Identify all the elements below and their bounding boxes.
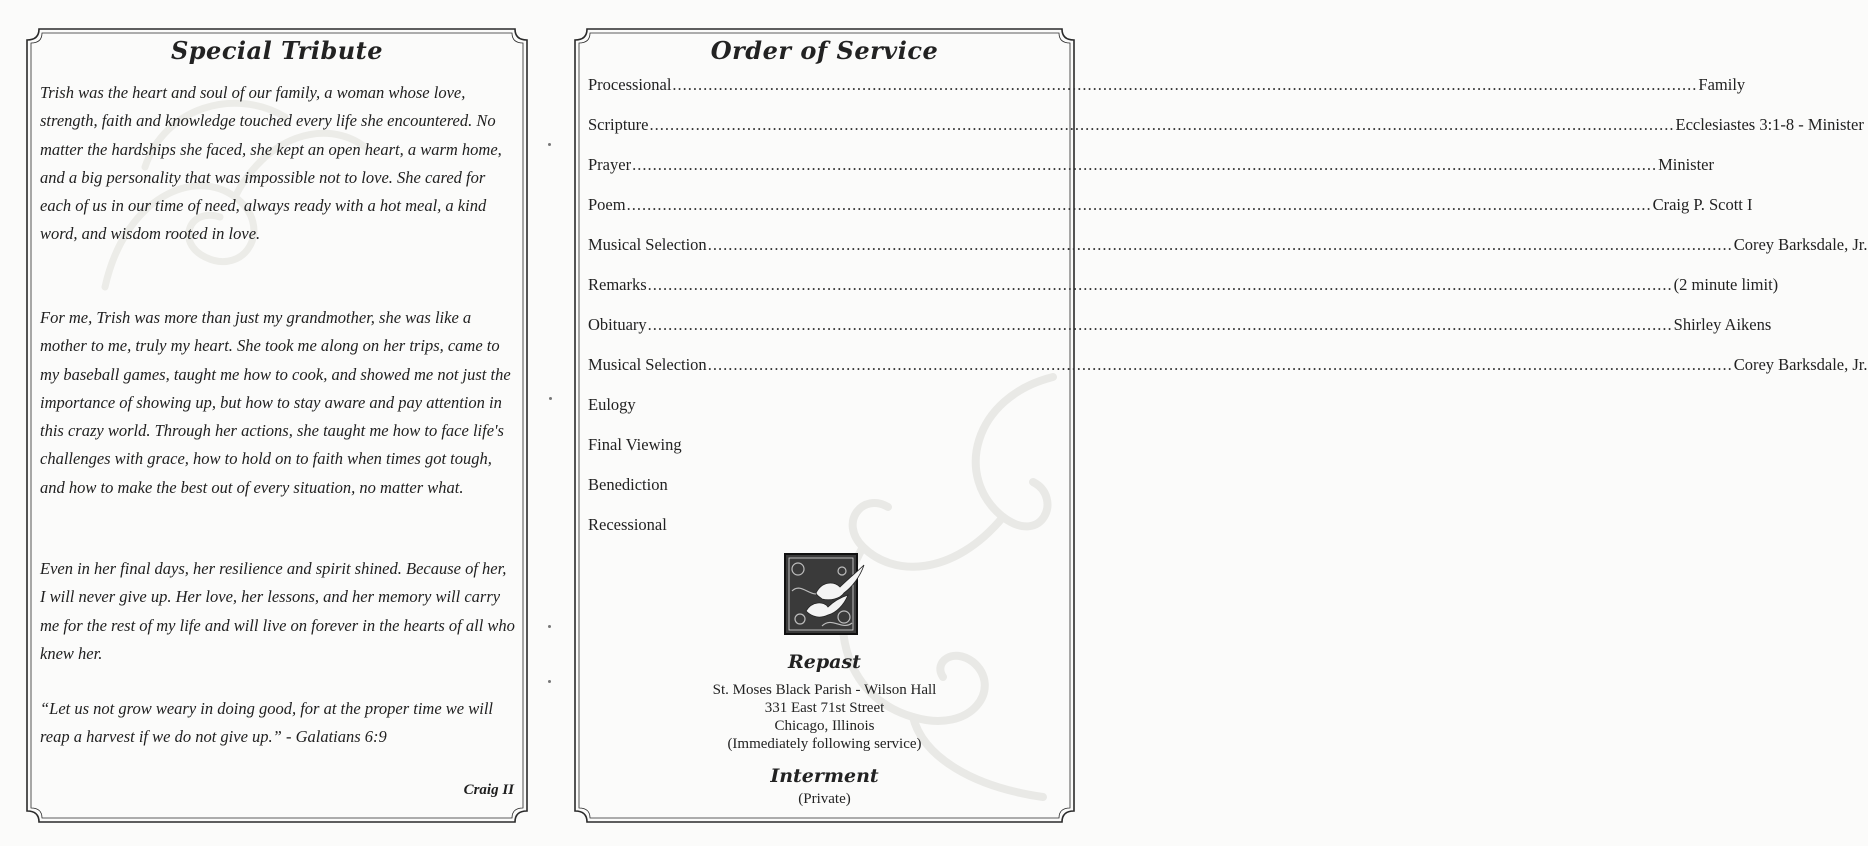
service-title: Order of Service <box>710 36 939 65</box>
dot-leader: ........................................................................................................................................................................................................ <box>626 195 1652 214</box>
service-item-name: Prayer <box>588 155 632 174</box>
interment-title: Interment <box>770 765 879 787</box>
tribute-paragraph-text: For me, Trish was more than just my grandmother, she was like a mother to me, truly my heart. She took me along on her trips, came to my baseball games, taught me how to cook, and showed me not just the importance of showing up, but how to stay aware and pay attention in this crazy world. Through her actions, she taught me how to face life's challenges with grace, how to hold on to faith when times got tough, and how to make the best out of every situation, no matter what. <box>40 308 511 497</box>
tribute-title: Special Tribute <box>170 36 384 65</box>
order-of-service-list <box>588 75 1868 555</box>
dot-leader: ........................................................................................................................................................................................................ <box>647 275 1673 294</box>
service-item <box>588 115 1864 155</box>
service-item-name: Scripture <box>588 115 649 134</box>
service-item-value: Craig P. Scott I <box>1652 195 1753 214</box>
dot-leader: ........................................................................................................................................................................................................ <box>707 355 1733 374</box>
service-item-name: Obituary <box>588 315 647 334</box>
interment-note: (Private) <box>798 791 851 807</box>
order-of-service-panel <box>573 27 1868 824</box>
tribute-paragraph-text: Even in her final days, her resilience and spirit shined. Because of her, I will never give up. Her love, her lessons, and her memory will carry me for the rest of my life and will live on forever in the hearts of all who knew her. <box>40 559 515 663</box>
tribute-signature: Craig II <box>463 782 514 798</box>
repast-title: Repast <box>788 651 861 673</box>
scan-speck <box>549 397 552 400</box>
service-item-name: Musical Selection <box>588 355 707 374</box>
service-item <box>588 315 1772 355</box>
dot-leader: ........................................................................................................................................................................................................ <box>647 315 1673 334</box>
service-item <box>588 75 1746 115</box>
service-item-name: Remarks <box>588 275 647 294</box>
service-item-value: Minister <box>1658 155 1714 174</box>
repast-timing: (Immediately following service) <box>727 736 922 752</box>
service-item-name: Eulogy <box>588 395 636 414</box>
service-item-name: Benediction <box>588 475 668 494</box>
service-item <box>588 435 1055 475</box>
service-item <box>588 515 1055 555</box>
scan-speck <box>548 143 551 146</box>
tribute-paragraph <box>40 79 515 249</box>
service-item-value: Corey Barksdale, Jr. <box>1733 355 1868 374</box>
tribute-paragraph <box>40 555 515 668</box>
service-item-value: Family <box>1698 75 1746 94</box>
service-item-value: Ecclesiastes 3:1-8 - Minister <box>1675 115 1864 134</box>
service-item-name: Processional <box>588 75 672 94</box>
tribute-paragraph <box>40 304 515 502</box>
repast-street: 331 East 71st Street <box>764 700 885 716</box>
service-item <box>588 395 1055 435</box>
dot-leader: ........................................................................................................................................................................................................ <box>707 235 1733 254</box>
doves-emblem-icon <box>782 551 866 637</box>
service-item-name: Final Viewing <box>588 435 682 454</box>
service-item-name: Poem <box>588 195 626 214</box>
service-item <box>588 195 1753 235</box>
service-item-value: (2 minute limit) <box>1673 275 1779 294</box>
service-item-name: Musical Selection <box>588 235 707 254</box>
service-item <box>588 475 1055 515</box>
special-tribute-panel <box>25 27 529 824</box>
service-item <box>588 355 1868 395</box>
repast-location: St. Moses Black Parish - Wilson Hall <box>712 682 937 698</box>
service-item-value: Corey Barksdale, Jr. <box>1733 235 1868 254</box>
scan-speck <box>548 680 551 683</box>
scan-speck <box>548 625 551 628</box>
scripture-quote <box>40 695 515 752</box>
service-item-value: Shirley Aikens <box>1673 315 1772 334</box>
repast-city: Chicago, Illinois <box>774 718 875 734</box>
service-item <box>588 235 1868 275</box>
service-item-name: Recessional <box>588 515 667 534</box>
service-item <box>588 155 1714 195</box>
tribute-paragraph-text: Trish was the heart and soul of our family, a woman whose love, strength, faith and knowledge touched every life she encountered. No matter the hardships she faced, she kept an open heart, a warm home, and a big personality that was impossible not to love. She cared for each of us in our time of need, always ready with a hot meal, a kind word, and wisdom rooted in love. <box>40 83 502 244</box>
dot-leader: ........................................................................................................................................................................................................ <box>632 155 1658 174</box>
service-item <box>588 275 1779 315</box>
dot-leader: ........................................................................................................................................................................................................ <box>649 115 1675 134</box>
dot-leader: ........................................................................................................................................................................................................ <box>672 75 1698 94</box>
scripture-quote-text: “Let us not grow weary in doing good, for at the proper time we will reap a harvest if we do not give up.” - Galatians 6:9 <box>40 699 493 747</box>
repast-details <box>573 681 1076 753</box>
